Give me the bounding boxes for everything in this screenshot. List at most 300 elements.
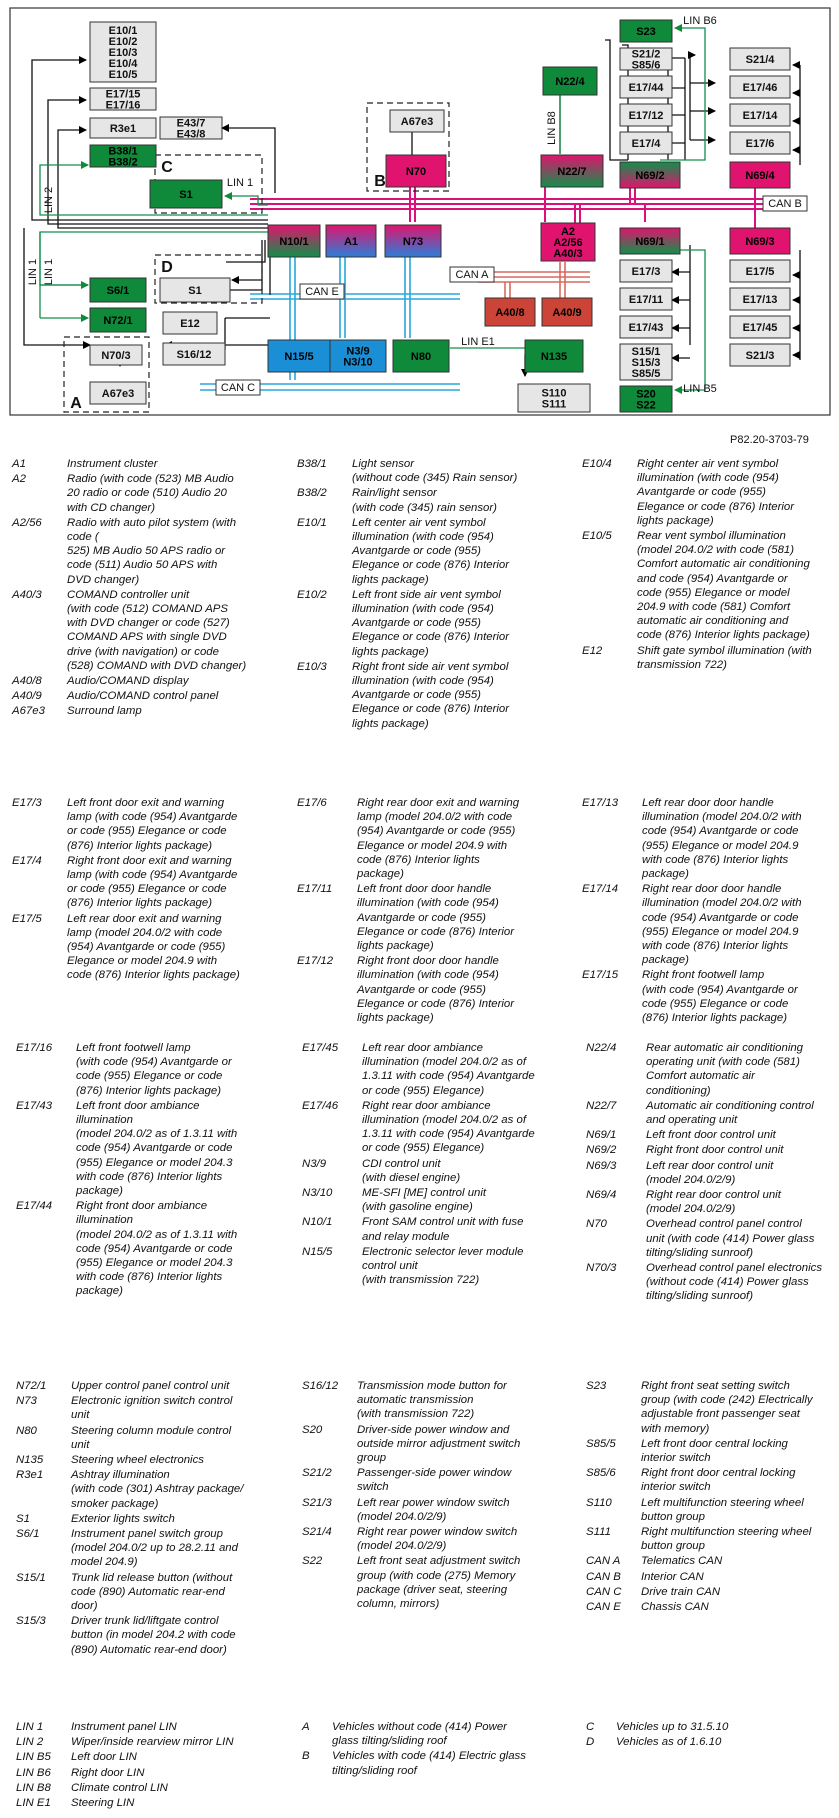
legend-item (586, 1600, 839, 1614)
legend-code: E17/43 (16, 1099, 53, 1112)
legend-item (12, 796, 287, 853)
legend-code: S15/3 (16, 1615, 46, 1628)
svg-text:E17/4: E17/4 (631, 138, 661, 150)
svg-text:E10/2: E10/2 (108, 36, 138, 48)
svg-text:N22/4: N22/4 (555, 76, 585, 88)
legend-item (302, 1720, 577, 1748)
legend-description: Ashtray illumination (with code (301) Ashtray package/ smoker package) (71, 1469, 244, 1510)
legend-description: Right front door central locking interior switch (641, 1467, 796, 1494)
legend-code: E10/5 (582, 530, 612, 543)
legend-item (302, 1496, 577, 1524)
legend-description: Overhead control panel electronics (without code (414) Power glass tilting/sliding sunroof) (646, 1262, 823, 1303)
legend-code: LIN 1 (16, 1721, 44, 1733)
legend-code: CAN B (586, 1570, 621, 1583)
legend-description: Left rear door door handle illumination (model 204.0/2 with code (954) Avantgarde or code (955) Elegance or model 204.9 with code (876) Interior lights package) (642, 797, 802, 881)
legend-description: Left front door ambiance illumination (model 204.0/2 as of 1.3.11 with code (954) Avantgarde or code (955) Elegance or model 204.3 with code (876) Interior lights package) (76, 1099, 238, 1198)
legend-description: Audio/COMAND display (67, 675, 189, 688)
legend-item (302, 1215, 577, 1243)
legend-description: Steering wheel electronics (71, 1454, 204, 1467)
legend-description: Steering column module control unit (71, 1424, 232, 1451)
legend-item (16, 1379, 291, 1393)
legend-code: S21/3 (302, 1496, 332, 1509)
legend-item (16, 1720, 291, 1734)
legend-item (586, 1570, 839, 1584)
legend-description: Right multifunction steering wheel button group (641, 1526, 812, 1553)
legend-description: Trunk lid release button (without code (890) Automatic rear-end door) (71, 1571, 233, 1613)
legend-description: Left front footwell lamp (with code (954) Avantgarde or code (955) Elegance or code (876) Interior lights package) (76, 1042, 232, 1097)
svg-text:E10/4: E10/4 (108, 58, 138, 70)
legend-code: CAN A (586, 1555, 621, 1568)
svg-text:E10/1: E10/1 (108, 25, 138, 37)
legend-item (586, 1585, 839, 1599)
legend-item (302, 1423, 577, 1466)
legend-code: S15/1 (16, 1571, 46, 1584)
legend-description: Right front seat setting switch group (with code (242) Electrically adjustable front passenger seat with memory) (641, 1380, 813, 1435)
legend-description: Instrument cluster (67, 458, 158, 470)
legend-item (582, 644, 839, 672)
svg-text:B38/1: B38/1 (108, 145, 138, 158)
svg-text:E17/12: E17/12 (628, 110, 664, 122)
legend-item (586, 1379, 839, 1436)
svg-text:LIN B8: LIN B8 (546, 111, 558, 145)
legend-item (16, 1614, 291, 1657)
svg-text:B: B (374, 173, 386, 190)
legend-item (586, 1437, 839, 1465)
legend-item (12, 588, 287, 673)
legend-item (586, 1217, 839, 1260)
legend-code: N22/4 (586, 1042, 617, 1054)
legend-code: S21/2 (302, 1467, 332, 1480)
legend-col (297, 457, 572, 732)
figure-reference: P82.20-3703-79 (730, 434, 809, 446)
svg-text:S15/1: S15/1 (631, 346, 661, 358)
legend-code: E10/4 (582, 458, 612, 470)
legend-item (586, 1554, 839, 1568)
legend-description: Steering LIN (71, 1797, 135, 1810)
legend-item (12, 516, 287, 587)
legend-code: S16/12 (302, 1380, 339, 1392)
legend-code: E17/15 (582, 969, 619, 982)
legend-description: Shift gate symbol illumination (with transmission 722) (637, 644, 812, 671)
legend-code: E17/45 (302, 1042, 339, 1054)
svg-text:A40/9: A40/9 (552, 307, 582, 319)
legend-code: N22/7 (586, 1099, 617, 1112)
svg-text:E10/3: E10/3 (108, 47, 138, 59)
legend-item (16, 1512, 291, 1526)
legend-description: Radio with auto pilot system (with code ( 525) MB Audio 50 APS radio or code (511) Audio 50 APS with DVD changer) (67, 516, 237, 586)
legend-description: Left front door central locking interior switch (641, 1437, 788, 1465)
legend-code: N135 (16, 1454, 44, 1467)
svg-text:C: C (161, 159, 173, 176)
svg-text:S20: S20 (636, 388, 656, 401)
svg-text:S15/3: S15/3 (631, 357, 661, 369)
legend-description: Overhead control panel control unit (with code (414) Power glass tilting/sliding sunroof) (646, 1218, 815, 1259)
legend-description: Instrument panel switch group (model 204.0/2 up to 28.2.11 and model 204.9) (71, 1528, 238, 1569)
legend-code: S85/5 (586, 1437, 616, 1450)
svg-text:A2: A2 (560, 226, 576, 238)
legend-code: N3/9 (302, 1157, 327, 1170)
legend-code: S20 (302, 1423, 323, 1436)
legend-col (16, 1720, 291, 1811)
legend-description: Interior CAN (641, 1570, 704, 1583)
legend-code: LIN B6 (16, 1766, 51, 1779)
svg-text:E17/6: E17/6 (745, 138, 775, 150)
legend-item (302, 1245, 577, 1288)
legend-code: S23 (586, 1380, 607, 1392)
legend-item (16, 1041, 291, 1098)
svg-text:N80: N80 (410, 351, 432, 363)
legend-col (302, 1720, 577, 1779)
legend-code: A (302, 1721, 310, 1733)
svg-text:LIN B6: LIN B6 (683, 15, 717, 27)
legend-code: E17/16 (16, 1042, 53, 1054)
legend-description: Driver trunk lid/liftgate control button (in model 204.2 with code (890) Automatic rear-end door) (71, 1615, 236, 1656)
legend-item (16, 1781, 291, 1795)
legend-code: N3/10 (302, 1187, 333, 1200)
legend-description: Right rear door exit and warning lamp (model 204.0/2 with code (954) Avantgarde or code (955) Elegance or model 204.9 with code (876) Interior lights package) (357, 797, 520, 881)
legend-code: E17/11 (297, 883, 333, 896)
legend-code: B38/1 (297, 458, 327, 470)
legend-description: Left front door control unit (646, 1129, 776, 1142)
svg-text:E17/13: E17/13 (742, 294, 778, 306)
legend-code: LIN B5 (16, 1751, 51, 1764)
svg-text:E17/3: E17/3 (631, 266, 661, 278)
legend-code: E17/3 (12, 797, 42, 809)
legend-description: Surround lamp (67, 705, 142, 718)
legend-code: A40/8 (12, 675, 42, 688)
svg-text:E17/43: E17/43 (628, 322, 664, 334)
legend-col (12, 457, 287, 720)
svg-text:N70: N70 (405, 166, 427, 178)
legend-description: Left multifunction steering wheel button group (641, 1496, 804, 1523)
legend-item (297, 486, 572, 514)
svg-text:N70/3: N70/3 (101, 350, 131, 362)
legend-code: E17/46 (302, 1099, 339, 1112)
legend-description: Right rear power window switch (model 204.0/2/9) (357, 1526, 518, 1553)
legend-item (302, 1525, 577, 1553)
legend-item (582, 968, 839, 1025)
legend-code: N70/3 (586, 1262, 617, 1275)
legend-col (16, 1379, 291, 1658)
legend-item (16, 1394, 291, 1422)
svg-text:A: A (70, 395, 82, 412)
legend-item (16, 1468, 291, 1511)
svg-text:N73: N73 (402, 236, 424, 248)
legend-description: Right front door door handle illumination (with code (954) Avantgarde or code (955) Elegance or code (876) Interior lights package) (357, 955, 515, 1025)
svg-text:A67e3: A67e3 (400, 116, 434, 128)
svg-text:E10/5: E10/5 (108, 69, 138, 81)
legend-code: E10/3 (297, 660, 327, 673)
legend-description: Light sensor (without code (345) Rain sensor) (352, 458, 518, 485)
legend-description: Passenger-side power window switch (357, 1467, 512, 1494)
svg-text:E17/46: E17/46 (742, 82, 778, 94)
legend-item (586, 1525, 839, 1553)
legend-item (16, 1735, 291, 1749)
legend-description: Vehicles without code (414) Power glass tilting/sliding roof (332, 1721, 507, 1748)
legend-description: Vehicles with code (414) Electric glass tilting/sliding roof (332, 1750, 526, 1777)
legend-item (297, 660, 572, 731)
legend-col (586, 1379, 839, 1615)
svg-text:N3/9: N3/9 (346, 345, 370, 358)
legend-description: Exterior lights switch (71, 1512, 175, 1525)
legend-code: R3e1 (16, 1469, 44, 1482)
legend-description: Right center air vent symbol illumination (with code (954) Avantgarde or code (955) Elegance or code (876) Interior lights package) (637, 458, 795, 527)
legend-item (12, 472, 287, 515)
svg-text:D: D (161, 259, 173, 276)
svg-text:S22: S22 (636, 399, 656, 412)
svg-text:S110: S110 (541, 387, 567, 400)
legend-col (302, 1379, 577, 1612)
legend-item (586, 1496, 839, 1524)
legend-item (586, 1735, 839, 1749)
legend-item (16, 1796, 291, 1810)
legend-code: N69/2 (586, 1144, 617, 1157)
svg-text:LIN 1: LIN 1 (43, 258, 55, 286)
svg-text:E17/45: E17/45 (742, 322, 778, 334)
legend-col (586, 1041, 839, 1305)
svg-text:S1: S1 (179, 189, 193, 201)
legend-code: LIN B8 (16, 1781, 51, 1794)
legend-code: S22 (302, 1555, 323, 1568)
svg-text:A1: A1 (343, 236, 359, 248)
legend-code: N72/1 (16, 1380, 47, 1392)
legend-item (16, 1750, 291, 1764)
legend-description: Right rear door control unit (model 204.0/2/9) (646, 1189, 781, 1216)
legend-code: E17/4 (12, 854, 42, 867)
legend-code: A2 (12, 473, 26, 486)
legend-col (297, 796, 572, 1026)
legend-code: N69/4 (586, 1189, 617, 1202)
legend-description: Driver-side power window and outside mirror adjustment switch group (357, 1423, 521, 1465)
legend-description: Chassis CAN (641, 1601, 709, 1614)
legend-item (586, 1720, 839, 1734)
legend-item (12, 912, 287, 983)
legend-description: Right front door exit and warning lamp (with code (954) Avantgarde or code (955) Elegance or code (876) Interior lights package) (67, 854, 238, 910)
legend-description: Transmission mode button for automatic transmission (with transmission 722) (357, 1380, 507, 1421)
legend-code: N73 (16, 1395, 37, 1408)
legend-description: Left front side air vent symbol illumination (with code (954) Avantgarde or code (955) Elegance or code (876) Interior lights package) (352, 588, 510, 658)
legend-item (16, 1766, 291, 1780)
legend-item (302, 1749, 577, 1777)
legend-item (302, 1099, 577, 1156)
legend-code: E17/6 (297, 797, 327, 809)
legend-item (12, 854, 287, 911)
legend-col (302, 1041, 577, 1288)
svg-text:A40/3: A40/3 (553, 248, 583, 260)
legend-description: Left front seat adjustment switch group (with code (275) Memory package (driver seat, steering column, mirrors) (357, 1555, 521, 1611)
legend-code: A67e3 (12, 705, 45, 718)
legend-item (586, 1128, 839, 1142)
svg-text:E12: E12 (180, 318, 200, 330)
legend-item (16, 1099, 291, 1198)
svg-text:N69/1: N69/1 (635, 236, 665, 248)
legend-code: A40/3 (12, 588, 42, 601)
legend-description: Upper control panel control unit (71, 1380, 230, 1392)
svg-text:S6/1: S6/1 (106, 285, 130, 297)
legend-item (12, 704, 287, 718)
legend-item (16, 1527, 291, 1570)
legend-code: S85/6 (586, 1467, 616, 1480)
svg-text:LIN E1: LIN E1 (461, 336, 495, 348)
legend-code: D (586, 1736, 595, 1749)
legend-description: Automatic air conditioning control and operating unit (646, 1099, 814, 1127)
svg-text:N69/3: N69/3 (745, 236, 775, 248)
legend-code: E17/13 (582, 797, 619, 809)
legend-description: Vehicles up to 31.5.10 (616, 1721, 729, 1733)
legend-description: COMAND controller unit (with code (512) COMAND APS with DVD changer or code (527) COMAND APS with single DVD drive (with navigation) or code (528) COMAND with DVD changer) (67, 588, 247, 672)
svg-text:N135: N135 (540, 351, 568, 363)
svg-text:N22/7: N22/7 (557, 166, 587, 178)
svg-text:CAN A: CAN A (455, 269, 489, 281)
legend-description: Telematics CAN (641, 1555, 723, 1568)
legend-description: Left front door door handle illumination (with code (954) Avantgarde or code (955) Elegance or code (876) Interior lights package) (357, 883, 515, 953)
legend-description: Left rear door control unit (model 204.0/2/9) (646, 1159, 774, 1186)
legend-item (586, 1159, 839, 1187)
legend-description: Radio (with code (523) MB Audio 20 radio or code (510) Audio 20 with CD changer) (67, 473, 234, 514)
legend-item (586, 1261, 839, 1304)
legend-description: Left front door exit and warning lamp (with code (954) Avantgarde or code (955) Elegance or code (876) Interior lights package) (67, 797, 238, 852)
legend-description: Left door LIN (71, 1751, 137, 1764)
legend-code: S6/1 (16, 1528, 40, 1541)
legend-description: Drive train CAN (641, 1585, 721, 1598)
legend-description: Right front side air vent symbol illumination (with code (954) Avantgarde or code (955) Elegance or code (876) Interior lights package) (352, 660, 510, 730)
legend-code: LIN E1 (16, 1797, 51, 1810)
legend-description: Electronic selector lever module control unit (with transmission 722) (362, 1245, 524, 1287)
legend-code: N70 (586, 1218, 607, 1231)
legend-item (302, 1041, 577, 1098)
legend-code: LIN 2 (16, 1736, 44, 1749)
legend-item (297, 796, 572, 881)
legend-description: Left rear door exit and warning lamp (model 204.0/2 with code (954) Avantgarde or code (955) Elegance or model 204.9 with code (876) Interior lights package) (67, 912, 240, 982)
legend-col (582, 457, 839, 673)
legend-code: B38/2 (297, 487, 327, 500)
legend-item (297, 954, 572, 1025)
legend-item (16, 1199, 291, 1298)
legend-col (586, 1720, 839, 1750)
legend-code: S21/4 (302, 1526, 332, 1539)
legend-item (16, 1424, 291, 1452)
svg-text:S21/3: S21/3 (745, 350, 775, 362)
legend-code: N15/5 (302, 1245, 333, 1258)
legend-description: Right rear door ambiance illumination (model 204.0/2 as of 1.3.11 with code (954) Avantgarde or code (955) Elegance) (362, 1099, 535, 1155)
legend-code: A2/56 (12, 516, 42, 529)
svg-text:A2/56: A2/56 (553, 237, 583, 249)
legend-description: Instrument panel LIN (71, 1721, 177, 1733)
legend-code: E10/1 (297, 516, 327, 529)
legend-code: S1 (16, 1512, 30, 1525)
legend-code: B (302, 1750, 310, 1763)
svg-text:S111: S111 (541, 398, 567, 411)
svg-text:S1: S1 (188, 285, 202, 297)
legend-item (586, 1188, 839, 1216)
legend-col (16, 1041, 291, 1300)
svg-text:S85/6: S85/6 (631, 59, 661, 72)
svg-text:N69/2: N69/2 (635, 170, 665, 182)
legend-item (297, 588, 572, 659)
svg-text:N15/5: N15/5 (284, 351, 314, 363)
svg-text:E43/8: E43/8 (176, 128, 206, 141)
svg-text:CAN B: CAN B (768, 198, 802, 210)
legend-item (582, 796, 839, 881)
legend-item (302, 1157, 577, 1185)
legend-item (586, 1466, 839, 1494)
svg-text:LIN 2: LIN 2 (43, 186, 55, 214)
legend-code: E17/14 (582, 883, 619, 896)
legend-description: Climate control LIN (71, 1781, 168, 1794)
svg-text:N3/10: N3/10 (343, 356, 373, 369)
svg-text:S85/5: S85/5 (631, 368, 661, 380)
legend-item (297, 457, 572, 485)
legend-description: Right front door control unit (646, 1144, 784, 1157)
svg-text:E17/44: E17/44 (628, 82, 664, 94)
legend-item (302, 1466, 577, 1494)
legend-code: A1 (12, 458, 26, 470)
svg-text:A67e3: A67e3 (101, 388, 135, 400)
legend-code: E17/44 (16, 1200, 53, 1213)
svg-text:CAN C: CAN C (220, 382, 256, 394)
legend-code: CAN C (586, 1585, 622, 1598)
svg-text:LIN B5: LIN B5 (683, 383, 717, 395)
legend-item (586, 1041, 839, 1098)
legend-code: C (586, 1721, 595, 1733)
legend-code: S111 (586, 1526, 611, 1539)
legend-description: ME-SFI [ME] control unit (with gasoline engine) (362, 1187, 487, 1214)
svg-text:N10/1: N10/1 (279, 236, 309, 248)
svg-text:N72/1: N72/1 (103, 315, 133, 327)
legend-code: N10/1 (302, 1216, 333, 1229)
legend-description: Right front door ambiance illumination (model 204.0/2 as of 1.3.11 with code (954) Avantgarde or code (955) Elegance or model 204.3 with code (876) Interior lights package) (76, 1200, 238, 1298)
svg-text:E17/15: E17/15 (105, 88, 141, 101)
legend-item (12, 457, 287, 471)
legend-item (12, 674, 287, 688)
legend-description: Wiper/inside rearview mirror LIN (71, 1736, 234, 1749)
legend-description: Rear automatic air conditioning operating unit (with code (581) Comfort automatic air conditioning) (646, 1042, 804, 1097)
legend-code: N69/3 (586, 1159, 617, 1172)
legend-item (297, 516, 572, 587)
legend-description: Left rear door ambiance illumination (model 204.0/2 as of 1.3.11 with code (954) Avantgarde or code (955) Elegance) (362, 1042, 535, 1097)
legend-description: Electronic ignition switch control unit (71, 1395, 233, 1422)
legend-item (16, 1571, 291, 1614)
legend-code: E17/12 (297, 955, 334, 968)
legend-description: Right rear door door handle illumination (model 204.0/2 with code (954) Avantgarde or code (955) Elegance or model 204.9 with code (876) Interior lights package) (642, 883, 802, 967)
legend-description: CDI control unit (with diesel engine) (362, 1157, 461, 1184)
svg-text:E17/11: E17/11 (628, 294, 664, 306)
svg-text:E43/7: E43/7 (176, 117, 206, 130)
legend-col (582, 796, 839, 1026)
legend-code: A40/9 (12, 690, 42, 703)
legend-code: N80 (16, 1424, 37, 1437)
svg-text:R3e1: R3e1 (109, 123, 137, 135)
svg-text:CAN E: CAN E (305, 286, 339, 298)
legend-code: E17/5 (12, 912, 42, 925)
legend-description: Audio/COMAND control panel (67, 690, 219, 703)
legend-item (302, 1554, 577, 1611)
svg-text:S23: S23 (636, 26, 656, 38)
svg-text:A40/8: A40/8 (495, 307, 525, 319)
svg-text:LIN 1: LIN 1 (226, 177, 254, 189)
legend-code: E10/2 (297, 588, 327, 601)
legend-item (302, 1186, 577, 1214)
svg-text:N69/4: N69/4 (745, 170, 775, 182)
svg-text:S16/12: S16/12 (176, 349, 212, 361)
svg-text:E17/5: E17/5 (745, 266, 775, 278)
svg-text:S21/2: S21/2 (631, 48, 661, 61)
legend-code: S110 (586, 1496, 612, 1509)
legend-item (582, 457, 839, 528)
svg-text:LIN 1: LIN 1 (27, 258, 39, 286)
legend-item (582, 529, 839, 643)
legend-code: CAN E (586, 1601, 621, 1614)
